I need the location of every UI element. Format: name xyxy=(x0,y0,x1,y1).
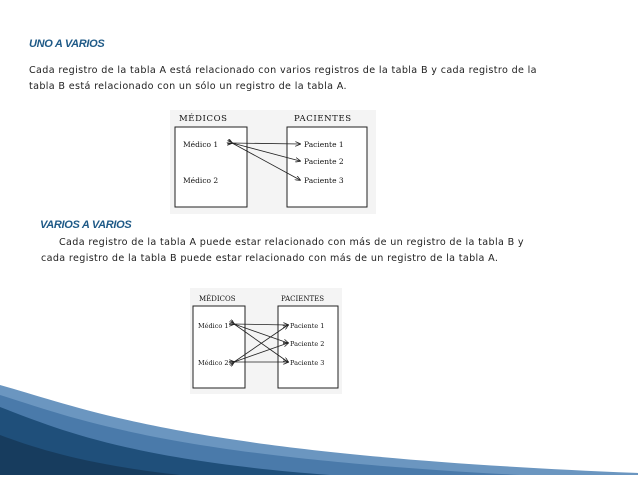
paciente-3-label: Paciente 3 xyxy=(290,359,325,367)
medicos-header: MÉDICOS xyxy=(179,114,228,124)
medico-2-label: Médico 2 xyxy=(183,176,219,185)
medico-1-label: Médico 1 xyxy=(183,140,219,149)
paciente-2-label: Paciente 2 xyxy=(304,157,344,166)
one-to-many-diagram xyxy=(170,110,376,214)
paciente-1-label: Paciente 1 xyxy=(290,322,325,330)
medico-1-label: Médico 1 xyxy=(198,322,229,330)
medicos-header: MÉDICOS xyxy=(199,295,236,303)
paciente-1-label: Paciente 1 xyxy=(304,140,344,149)
paciente-2-label: Paciente 2 xyxy=(290,340,325,348)
medicos-table-box xyxy=(175,127,247,207)
decorative-wave xyxy=(0,385,638,479)
pacientes-header: PACIENTES xyxy=(294,114,352,124)
medicos-table-box xyxy=(193,306,245,388)
paragraph-line: tabla B está relacionado con un sólo un registro de la tabla A. xyxy=(29,81,347,92)
section-paragraph-varios-a-varios xyxy=(41,235,524,267)
paragraph-line: cada registro de la tabla B puede estar relacionado con más de un registro de la tabla A. xyxy=(41,253,499,264)
paciente-3-label: Paciente 3 xyxy=(304,176,344,185)
medico-2-label: Médico 2 xyxy=(198,359,229,367)
section-heading-uno-a-varios: UNO A VARIOS xyxy=(29,38,105,50)
pacientes-table-box xyxy=(287,127,367,207)
many-to-many-diagram xyxy=(190,288,342,394)
pacientes-header: PACIENTES xyxy=(281,295,325,303)
section-paragraph-uno-a-varios xyxy=(29,63,537,95)
section-heading-varios-a-varios: VARIOS A VARIOS xyxy=(40,219,132,231)
paragraph-line: Cada registro de la tabla A está relacionado con varios registros de la tabla B y cada registro de la xyxy=(29,65,537,76)
paragraph-line: Cada registro de la tabla A puede estar relacionado con más de un registro de la tabla B y xyxy=(59,237,524,248)
